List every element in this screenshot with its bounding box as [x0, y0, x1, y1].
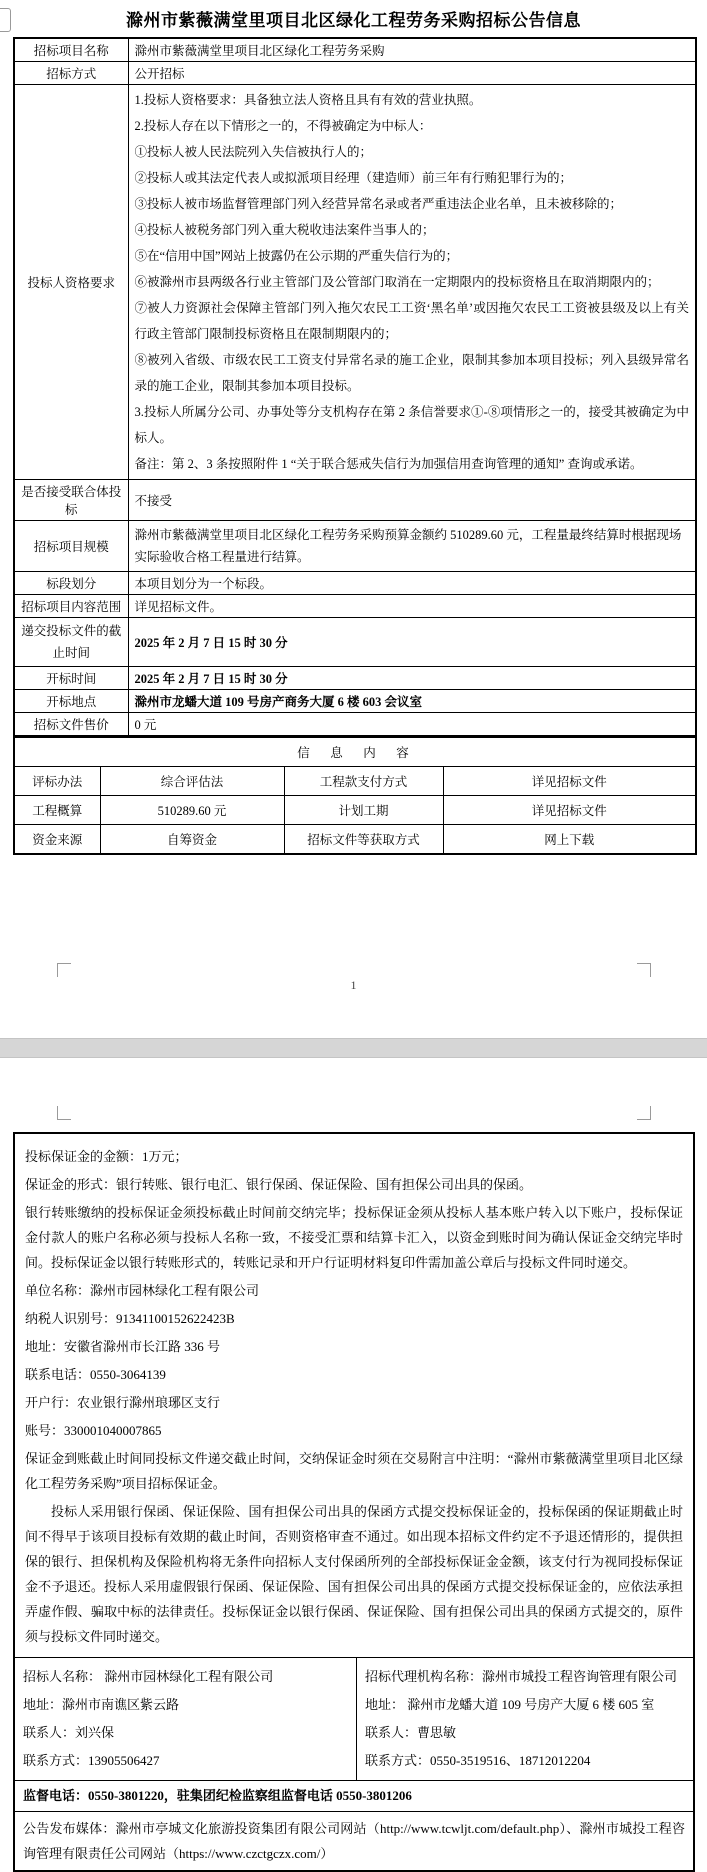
- page1-margin-mark-left: [57, 963, 71, 977]
- page2-margin-mark-right: [637, 1106, 651, 1120]
- qual-line: ⑦被人力资源社会保障主管部门列入拖欠农民工工资‘黑名单’或因拖欠农民工工资被县级及以上有关行政主管部门限制投标资格且在限制期限内的；: [134, 301, 689, 341]
- row-label: 标段划分: [14, 572, 128, 595]
- row-value: 滁州市紫薇满堂里项目北区绿化工程劳务采购预算金额约 510289.60 元，工程量最终结算时根据现场实际验收合格工程量进行结算。: [128, 521, 696, 572]
- announcement-media-row: 公告发布媒体：滁州市亭城文化旅游投资集团有限公司网站（http://www.tcwljt.com/default.php）、滁州市城投工程咨询管理有限责任公司网站（https://www.czctgczx.com/）: [15, 1811, 693, 1870]
- page-1: [0, 0, 707, 855]
- info-cell: 资金来源: [14, 825, 100, 855]
- table-row: [14, 667, 696, 690]
- table-row: [14, 618, 696, 667]
- row-value: 滁州市龙蟠大道 109 号房产商务大厦 6 楼 603 会议室: [128, 690, 696, 713]
- deposit-line: 地址：安徽省滁州市长江路 336 号: [25, 1339, 221, 1354]
- info-cell: 网上下载: [443, 825, 696, 855]
- deposit-line: 保证金到账截止时间同投标文件递交截止时间，交纳保证金时须在交易附言中注明：“滁州市紫薇满堂里项目北区绿化工程劳务采购”项目招标保证金。: [25, 1451, 683, 1491]
- row-label: 递交投标文件的截止时间: [14, 618, 128, 667]
- qual-line: ③投标人被市场监督管理部门列入经营异常名录或者严重违法企业名单，且未被移除的；: [134, 197, 623, 211]
- bidder-column: [15, 1658, 357, 1780]
- deposit-line: 单位名称：滁州市园林绿化工程有限公司: [25, 1283, 260, 1298]
- table-row: [14, 521, 696, 572]
- deposit-line: 账号：330001040007865: [25, 1423, 162, 1438]
- page1-margin-mark-right: [637, 963, 651, 977]
- info-header-row: [14, 738, 696, 767]
- row-label: 招标文件售价: [14, 713, 128, 737]
- agency-phone: 联系方式：0550-3519516、18712012204: [365, 1753, 591, 1768]
- bidder-phone: 联系方式：13905506427: [23, 1753, 160, 1768]
- row-label: 招标项目规模: [14, 521, 128, 572]
- supervision-phone-row: 监督电话：0550-3801220，驻集团纪检监察组监督电话 0550-3801206: [15, 1780, 693, 1811]
- deposit-line: 开户行：农业银行滁州琅琊区支行: [25, 1395, 221, 1410]
- contacts-section: [15, 1657, 693, 1780]
- agency-address: 地址： 滁州市龙蟠大道 109 号房产大厦 6 楼 605 室: [365, 1697, 655, 1712]
- row-value: 2025 年 2 月 7 日 15 时 30 分: [128, 618, 696, 667]
- tender-info-table: [13, 37, 697, 737]
- qual-line: ①投标人被人民法院列入失信被执行人的；: [134, 145, 373, 159]
- qual-line: ⑧被列入省级、市级农民工工资支付异常名录的施工企业，限制其参加本项目投标；列入县级异常名录的施工企业，限制其参加本项目投标。: [134, 353, 689, 393]
- info-header: 信 息 内 容: [14, 738, 696, 767]
- row-value: 公开招标: [128, 62, 696, 85]
- deposit-line: 投标人采用银行保函、保证保险、国有担保公司出具的保函方式提交投标保证金的，投标保函的保证期截止时间不得早于该项目投标有效期的截止时间，否则资格审查不通过。如出现本招标文件约定不予退还情形的，提供担保的银行、担保机构及保险机构将无条件向招标人支付保函所列的全部投标保证金金额，该支付行为视同投标保证金不予退还。投标人采用虚假银行保函、保证保险、国有担保公司出具的保函方式提交投标保证金的，应依法承担弄虚作假、骗取中标的法律责任。投标保证金以银行保函、保证保险、国有担保公司出具的保函方式提交的，原件须与投标文件同时递交。: [25, 1504, 683, 1644]
- qual-line: 备注：第 2、3 条按照附件 1 “关于联合惩戒失信行为加强信用查询管理的通知” 查询或承诺。: [134, 457, 643, 471]
- info-cell: 工程概算: [14, 796, 100, 825]
- info-cell: 工程款支付方式: [284, 767, 443, 796]
- row-value: 本项目划分为一个标段。: [128, 572, 696, 595]
- deposit-line: 保证金的形式：银行转账、银行电汇、银行保函、保证保险、国有担保公司出具的保函。: [25, 1177, 533, 1192]
- table-row: [14, 62, 696, 85]
- row-label: 是否接受联合体投标: [14, 480, 128, 521]
- info-row: [14, 796, 696, 825]
- row-label: 开标地点: [14, 690, 128, 713]
- page-separator: [0, 1038, 707, 1058]
- qual-line: 1.投标人资格要求：具备独立法人资格且具有有效的营业执照。: [134, 93, 482, 107]
- bid-bond-section: [15, 1134, 693, 1657]
- qual-line: ⑥被滁州市县两级各行业主管部门及公管部门取消在一定期限内的投标资格且在取消期限内的；: [134, 275, 660, 289]
- qualification-requirements-cell: [128, 85, 696, 480]
- qual-line: ②投标人或其法定代表人或拟派项目经理（建造师）前三年有行贿犯罪行为的；: [134, 171, 573, 185]
- info-cell: 综合评估法: [100, 767, 284, 796]
- table-row-qualifications: [14, 85, 696, 480]
- table-row: [14, 480, 696, 521]
- info-cell: 评标办法: [14, 767, 100, 796]
- margin-marker-box: [0, 8, 11, 32]
- table-row: [14, 690, 696, 713]
- row-label: 招标项目内容范围: [14, 595, 128, 618]
- bidder-contact: 联系人：刘兴保: [23, 1725, 115, 1740]
- table-row: [14, 713, 696, 737]
- row-label: 开标时间: [14, 667, 128, 690]
- bidder-address: 地址：滁州市南谯区紫云路: [23, 1697, 180, 1712]
- qualification-text: [135, 87, 690, 477]
- info-cell: 详见招标文件: [443, 767, 696, 796]
- info-row: [14, 767, 696, 796]
- agency-name: 招标代理机构名称：滁州市城投工程咨询管理有限公司: [365, 1669, 678, 1684]
- qual-line: 3.投标人所属分公司、办事处等分支机构存在第 2 条信誉要求①-⑧项情形之一的，接受其被确定为中标人。: [134, 405, 689, 445]
- table-row: [14, 572, 696, 595]
- info-cell: 510289.60 元: [100, 796, 284, 825]
- agency-column: [357, 1658, 693, 1780]
- row-value: 滁州市紫薇满堂里项目北区绿化工程劳务采购: [128, 38, 696, 62]
- info-cell: 详见招标文件: [443, 796, 696, 825]
- info-content-table: [13, 737, 697, 855]
- row-value: 详见招标文件。: [128, 595, 696, 618]
- agency-contact: 联系人：曹思敏: [365, 1725, 457, 1740]
- row-value: 不接受: [128, 480, 696, 521]
- deposit-line: 纳税人识别号：91341100152622423B: [25, 1311, 235, 1326]
- row-value: 0 元: [128, 713, 696, 737]
- page-2-table: [13, 1132, 695, 1872]
- page-title: 滁州市紫薇满堂里项目北区绿化工程劳务采购招标公告信息: [126, 11, 581, 30]
- deposit-line: 投标保证金的金额：1万元；: [25, 1149, 188, 1164]
- info-cell: 招标文件等获取方式: [284, 825, 443, 855]
- row-label: 投标人资格要求: [14, 85, 128, 480]
- row-value: 2025 年 2 月 7 日 15 时 30 分: [128, 667, 696, 690]
- row-label: 招标方式: [14, 62, 128, 85]
- qual-line: ⑤在“信用中国”网站上披露仍在公示期的严重失信行为的；: [134, 249, 459, 263]
- info-cell: 计划工期: [284, 796, 443, 825]
- bidder-name: 招标人名称： 滁州市园林绿化工程有限公司: [23, 1669, 274, 1684]
- table-row: [14, 38, 696, 62]
- table-row: [14, 595, 696, 618]
- page-number: 1: [350, 978, 357, 992]
- qual-line: ④投标人被税务部门列入重大税收违法案件当事人的；: [134, 223, 435, 237]
- info-cell: 自筹资金: [100, 825, 284, 855]
- row-label: 招标项目名称: [14, 38, 128, 62]
- qual-line: 2.投标人存在以下情形之一的，不得被确定为中标人：: [134, 119, 432, 133]
- deposit-line: 联系电话：0550-3064139: [25, 1367, 166, 1382]
- deposit-line: 银行转账缴纳的投标保证金须投标截止时间前交纳完毕；投标保证金须从投标人基本账户转入以下账户，投标保证金付款人的账户名称必须与投标人名称一致，不接受汇票和结算卡汇入，以资金到账时间为确认保证金交纳完毕时间。投标保证金以银行转账形式的，转账记录和开户行证明材料复印件需加盖公章后与投标文件同时递交。: [25, 1205, 683, 1270]
- page2-margin-mark-left: [57, 1106, 71, 1120]
- info-row: [14, 825, 696, 855]
